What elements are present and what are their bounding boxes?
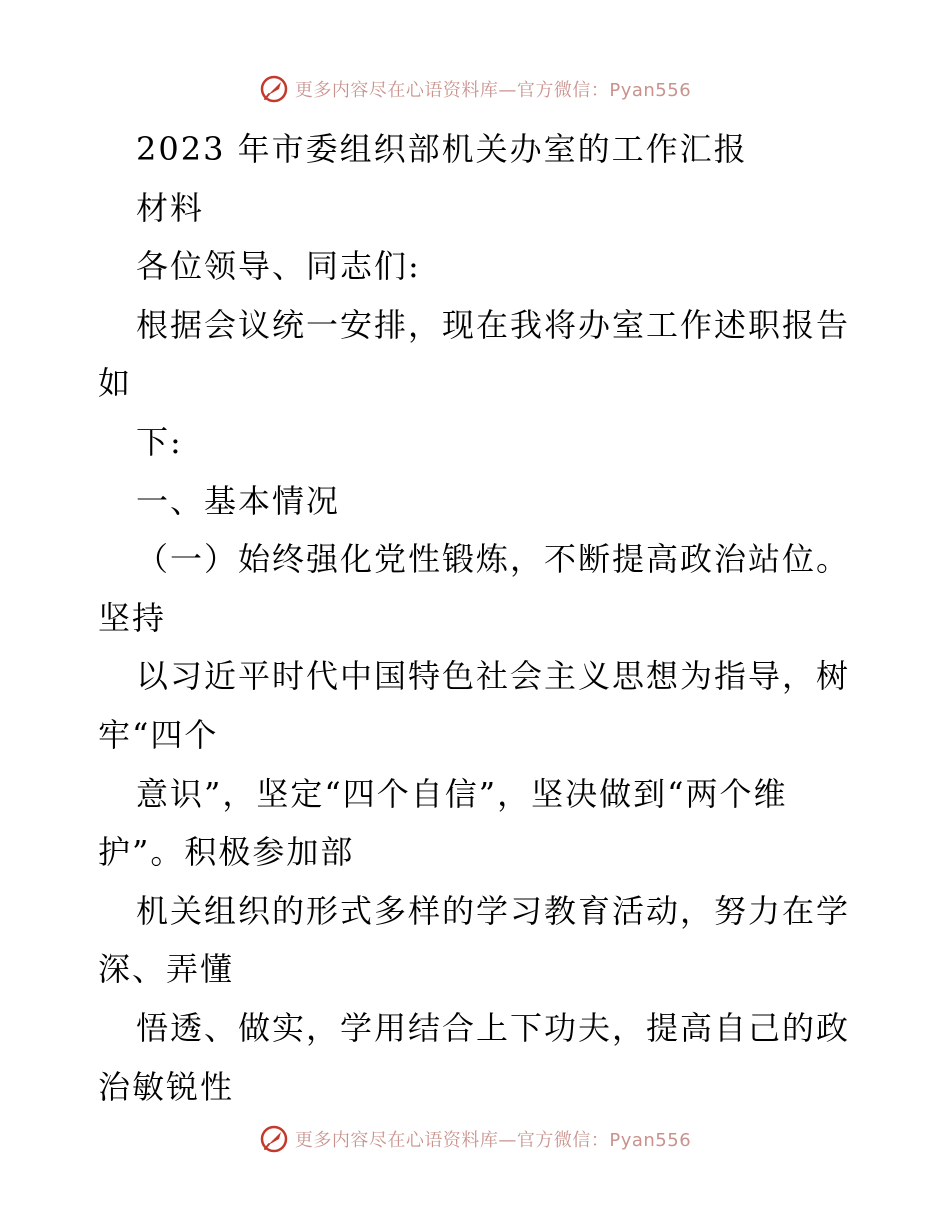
text-line: 牢“四个 bbox=[98, 715, 219, 754]
text-line: 机关组织的形式多样的学习教育活动，努力在学 bbox=[136, 891, 851, 930]
quill-in-circle-logo-icon bbox=[259, 1124, 289, 1154]
text-line: 坚持 bbox=[98, 598, 167, 637]
text-line: 以习近平时代中国特色社会主义思想为指导，树 bbox=[136, 657, 851, 696]
text-line: 下: bbox=[136, 422, 183, 461]
quill-in-circle-logo-icon bbox=[259, 74, 289, 104]
text-line: 2023 年市委组织部机关办室的工作汇报 bbox=[136, 130, 748, 168]
text-line: 如 bbox=[98, 364, 133, 403]
text-line: 一、基本情况 bbox=[136, 481, 341, 520]
footer-watermark bbox=[0, 1122, 950, 1156]
text-line: 材料 bbox=[136, 188, 205, 227]
header-watermark bbox=[0, 72, 950, 106]
watermark-text: 更多内容尽在心语资料库—官方微信：Pyan556 bbox=[294, 1130, 692, 1151]
text-line: （一）始终强化党性锻炼，不断提高政治站位。 bbox=[136, 540, 851, 579]
watermark-text: 更多内容尽在心语资料库—官方微信：Pyan556 bbox=[294, 80, 692, 101]
text-line: 深、弄懂 bbox=[98, 950, 235, 989]
text-line: 根据会议统一安排，现在我将办室工作述职报告 bbox=[136, 305, 851, 344]
text-line: 悟透、做实，学用结合上下功夫，提高自己的政 bbox=[136, 1008, 851, 1047]
text-line: 护”。积极参加部 bbox=[98, 833, 355, 872]
text-line: 意识”，坚定“四个自信”，坚决做到“两个维 bbox=[136, 774, 788, 813]
document-body bbox=[0, 120, 950, 1116]
text-line: 治敏锐性 bbox=[98, 1067, 235, 1106]
text-line: 各位领导、同志们: bbox=[136, 247, 421, 286]
